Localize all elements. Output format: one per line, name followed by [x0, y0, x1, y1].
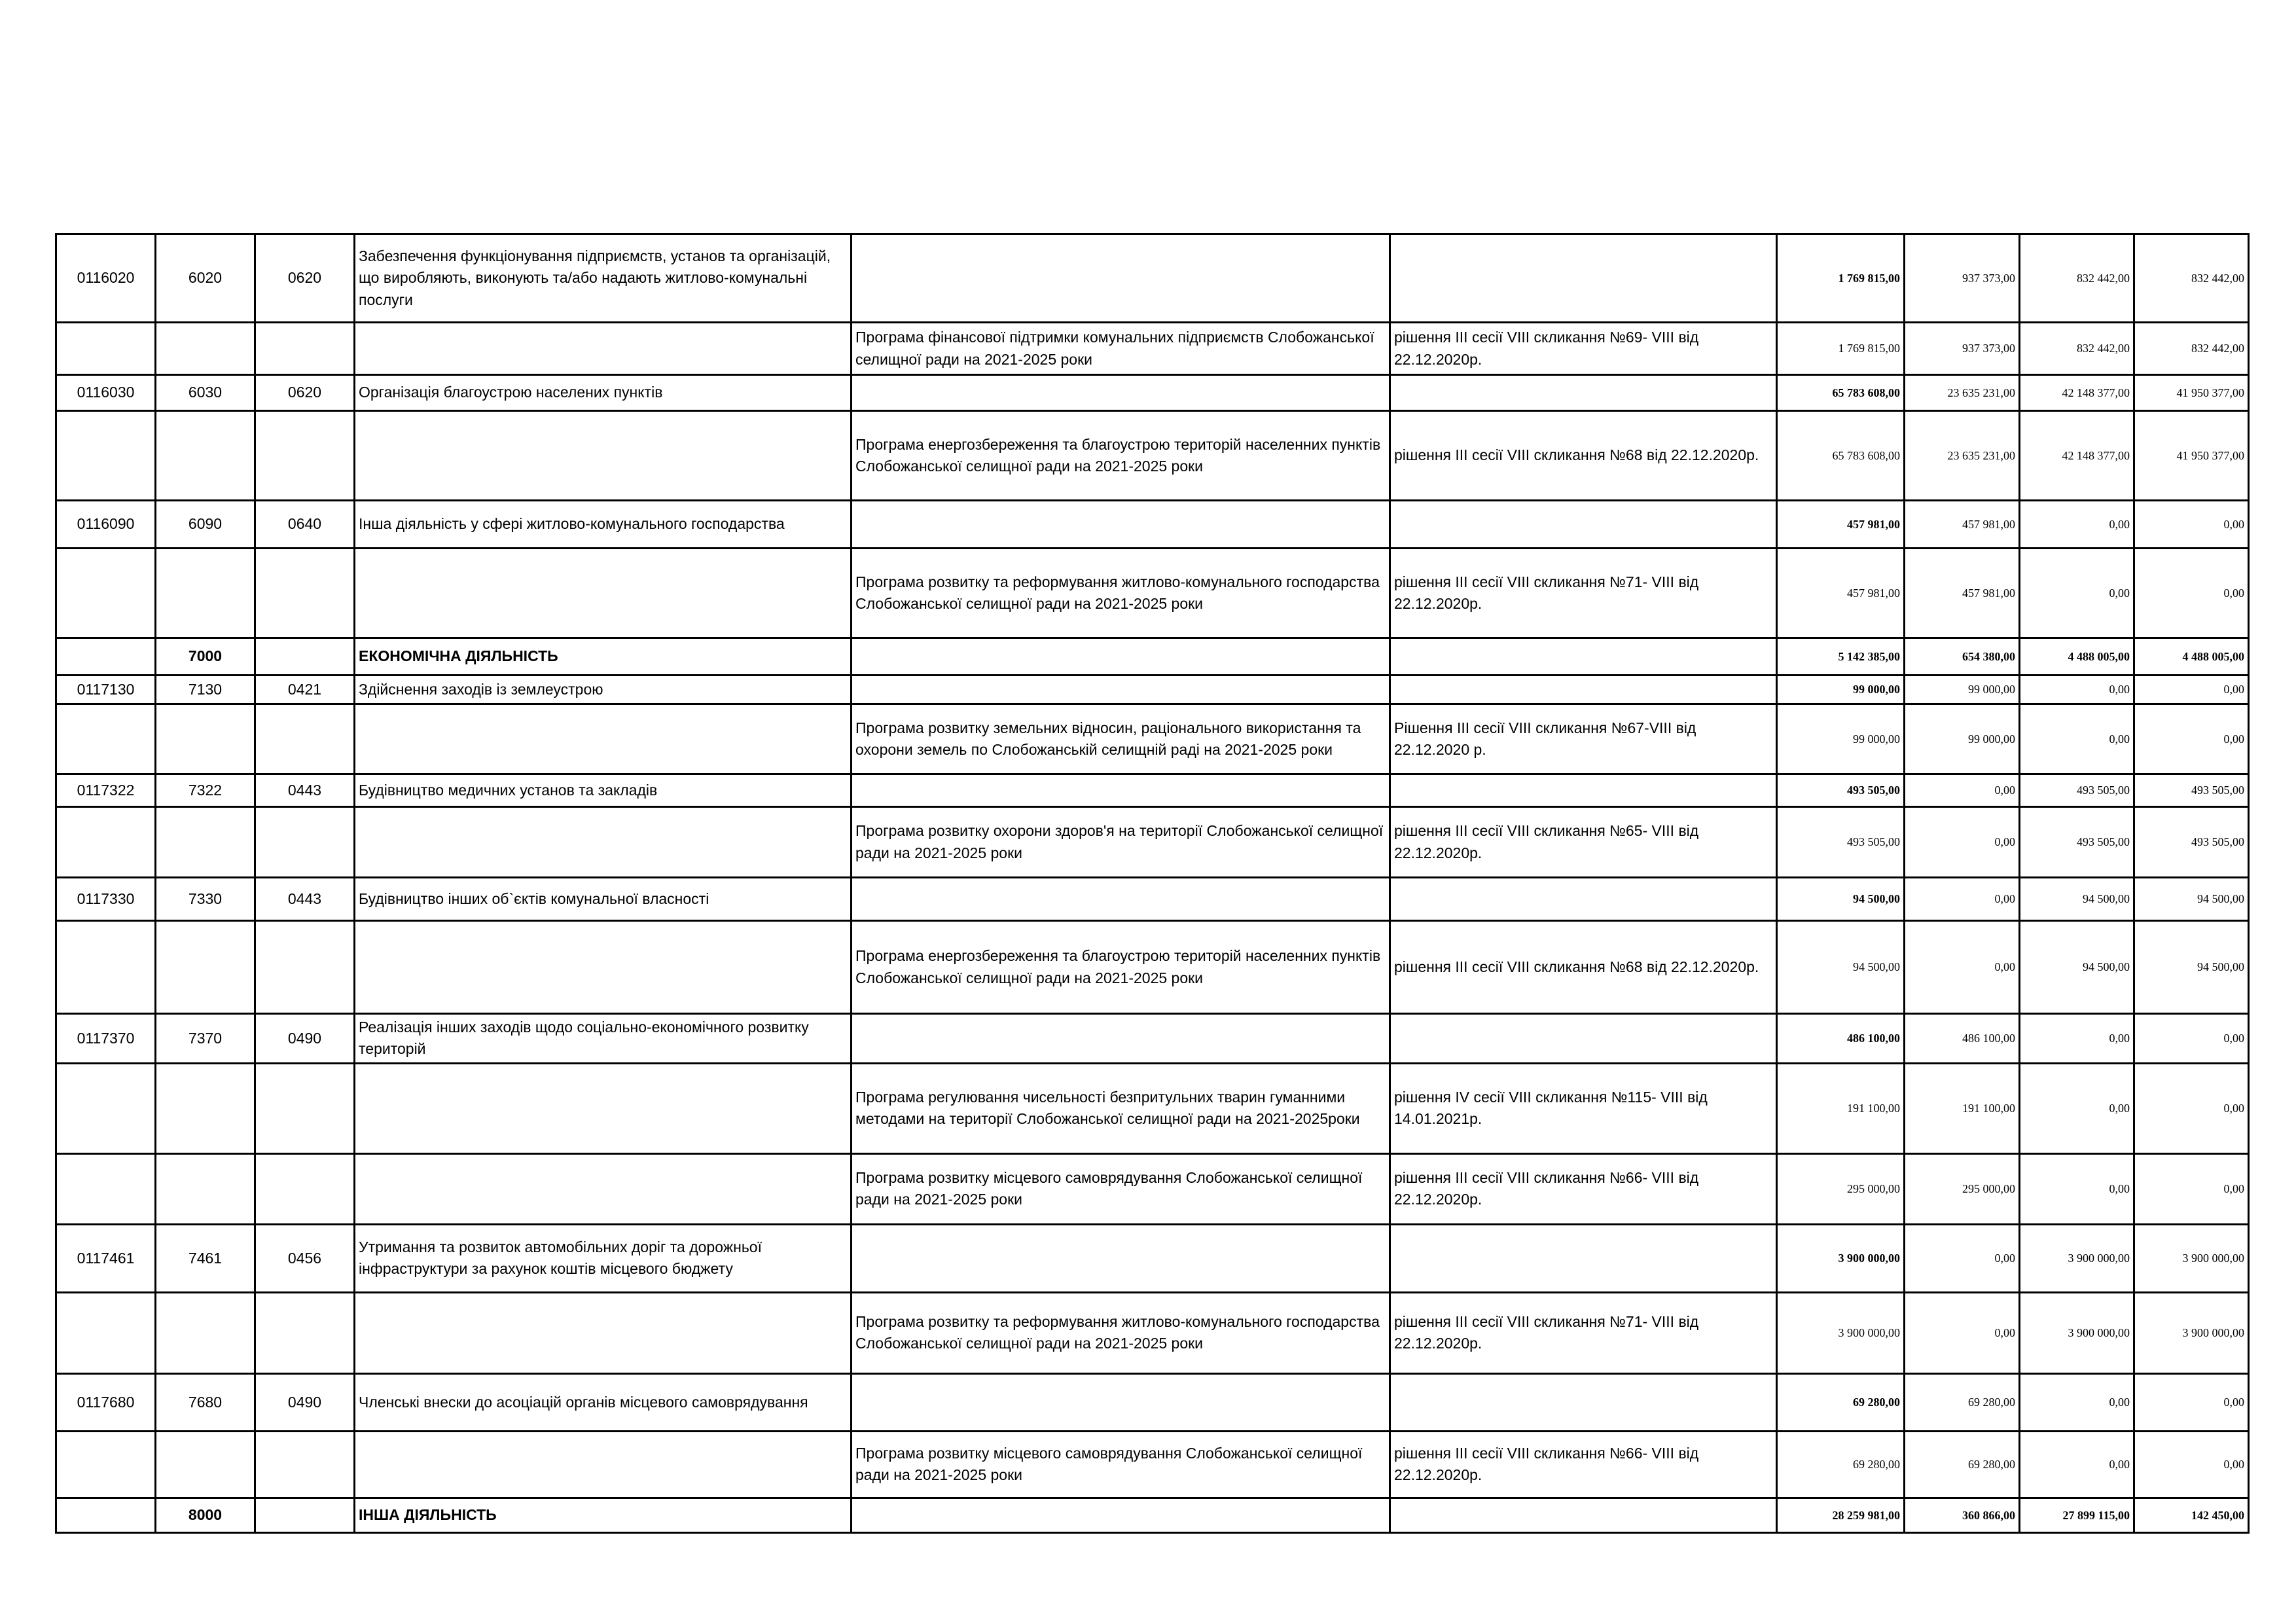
special-fund-cell: 27 899 115,00	[2020, 1498, 2134, 1532]
special-fund-cell: 832 442,00	[2020, 323, 2134, 375]
decision-cell: рішення III сесії VIII скликання №68 від 22.12.2020р.	[1390, 921, 1777, 1014]
general-fund-cell: 23 635 231,00	[1905, 375, 2020, 411]
fkvk-code-cell	[255, 549, 355, 638]
program-code-cell	[56, 1431, 156, 1498]
program-code-cell	[56, 1153, 156, 1224]
development-budget-cell: 832 442,00	[2134, 323, 2249, 375]
special-fund-cell: 0,00	[2020, 549, 2134, 638]
function-name-cell	[355, 704, 852, 774]
tpkvk-code-cell	[156, 807, 255, 878]
program-name-cell	[852, 1224, 1390, 1292]
function-name-cell: Членські внески до асоціацій органів місцевого самоврядування	[355, 1373, 852, 1431]
tpkvk-code-cell	[156, 921, 255, 1014]
development-budget-cell: 142 450,00	[2134, 1498, 2249, 1532]
fkvk-code-cell: 0456	[255, 1224, 355, 1292]
development-budget-cell: 0,00	[2134, 501, 2249, 549]
program-code-cell: 0116090	[56, 501, 156, 549]
decision-cell	[1390, 676, 1777, 704]
program-name-cell	[852, 1498, 1390, 1532]
program-name-cell	[852, 638, 1390, 676]
tpkvk-code-cell	[156, 323, 255, 375]
special-fund-cell: 94 500,00	[2020, 921, 2134, 1014]
program-row	[56, 549, 2249, 638]
special-fund-cell: 3 900 000,00	[2020, 1292, 2134, 1373]
fkvk-code-cell: 0620	[255, 375, 355, 411]
development-budget-cell: 3 900 000,00	[2134, 1292, 2249, 1373]
tpkvk-code-cell	[156, 1153, 255, 1224]
function-name-cell: Організація благоустрою населених пунктів	[355, 375, 852, 411]
decision-cell	[1390, 501, 1777, 549]
tpkvk-code-cell: 6030	[156, 375, 255, 411]
total-amount-cell: 94 500,00	[1777, 921, 1905, 1014]
program-row	[56, 323, 2249, 375]
special-fund-cell: 42 148 377,00	[2020, 411, 2134, 501]
decision-cell: рішення III сесії VIII скликання №68 від 22.12.2020р.	[1390, 411, 1777, 501]
special-fund-cell: 4 488 005,00	[2020, 638, 2134, 676]
general-fund-cell: 654 380,00	[1905, 638, 2020, 676]
decision-cell	[1390, 375, 1777, 411]
tpkvk-code-cell: 7130	[156, 676, 255, 704]
total-amount-cell: 486 100,00	[1777, 1014, 1905, 1064]
decision-cell	[1390, 774, 1777, 807]
general-fund-cell: 295 000,00	[1905, 1153, 2020, 1224]
decision-cell	[1390, 1224, 1777, 1292]
section-row	[56, 638, 2249, 676]
function-name-cell: Інша діяльність у сфері житлово-комунального господарства	[355, 501, 852, 549]
program-code-cell: 0117330	[56, 878, 156, 921]
decision-cell: рішення III сесії VIII скликання №65- VIII від 22.12.2020р.	[1390, 807, 1777, 878]
program-code-cell	[56, 807, 156, 878]
fkvk-code-cell: 0490	[255, 1373, 355, 1431]
program-name-cell	[852, 1014, 1390, 1064]
tpkvk-code-cell	[156, 704, 255, 774]
special-fund-cell: 3 900 000,00	[2020, 1224, 2134, 1292]
general-fund-cell: 0,00	[1905, 921, 2020, 1014]
total-amount-cell: 69 280,00	[1777, 1431, 1905, 1498]
program-name-cell: Програма регулювання чисельності безпритульних тварин гуманними методами на території Слобожанської селищної ради на 2021-2025роки	[852, 1063, 1390, 1153]
special-fund-cell: 0,00	[2020, 501, 2134, 549]
function-row	[56, 1014, 2249, 1064]
total-amount-cell: 69 280,00	[1777, 1373, 1905, 1431]
program-code-cell	[56, 1498, 156, 1532]
fkvk-code-cell	[255, 921, 355, 1014]
special-fund-cell: 0,00	[2020, 1153, 2134, 1224]
development-budget-cell: 0,00	[2134, 1153, 2249, 1224]
special-fund-cell: 0,00	[2020, 1014, 2134, 1064]
total-amount-cell: 191 100,00	[1777, 1063, 1905, 1153]
function-name-cell	[355, 411, 852, 501]
general-fund-cell: 0,00	[1905, 807, 2020, 878]
decision-cell: рішення III сесії VIII скликання №66- VIII від 22.12.2020р.	[1390, 1431, 1777, 1498]
tpkvk-code-cell	[156, 549, 255, 638]
total-amount-cell: 94 500,00	[1777, 878, 1905, 921]
total-amount-cell: 28 259 981,00	[1777, 1498, 1905, 1532]
program-code-cell: 0117680	[56, 1373, 156, 1431]
program-name-cell: Програма енергозбереження та благоустрою територій населенних пунктів Слобожанської селищної ради на 2021-2025 роки	[852, 921, 1390, 1014]
general-fund-cell: 457 981,00	[1905, 501, 2020, 549]
program-code-cell: 0117130	[56, 676, 156, 704]
development-budget-cell: 0,00	[2134, 704, 2249, 774]
function-row	[56, 234, 2249, 323]
program-code-cell: 0117461	[56, 1224, 156, 1292]
program-row	[56, 921, 2249, 1014]
fkvk-code-cell	[255, 1063, 355, 1153]
development-budget-cell: 493 505,00	[2134, 807, 2249, 878]
special-fund-cell: 0,00	[2020, 1373, 2134, 1431]
program-row	[56, 1063, 2249, 1153]
general-fund-cell: 23 635 231,00	[1905, 411, 2020, 501]
tpkvk-code-cell: 8000	[156, 1498, 255, 1532]
total-amount-cell: 3 900 000,00	[1777, 1292, 1905, 1373]
general-fund-cell: 99 000,00	[1905, 676, 2020, 704]
function-row	[56, 501, 2249, 549]
program-code-cell	[56, 1292, 156, 1373]
fkvk-code-cell	[255, 638, 355, 676]
section-row	[56, 1498, 2249, 1532]
function-name-cell	[355, 1063, 852, 1153]
function-name-cell: Будівництво інших об`єктів комунальної власності	[355, 878, 852, 921]
program-code-cell	[56, 1063, 156, 1153]
special-fund-cell: 0,00	[2020, 676, 2134, 704]
function-row	[56, 676, 2249, 704]
tpkvk-code-cell	[156, 1292, 255, 1373]
program-name-cell: Програма розвитку охорони здоров'я на території Слобожанської селищної ради на 2021-2025 роки	[852, 807, 1390, 878]
tpkvk-code-cell: 6090	[156, 501, 255, 549]
program-row	[56, 807, 2249, 878]
fkvk-code-cell	[255, 807, 355, 878]
program-name-cell	[852, 878, 1390, 921]
function-row	[56, 878, 2249, 921]
decision-cell: рішення III сесії VIII скликання №71- VIII від 22.12.2020р.	[1390, 1292, 1777, 1373]
total-amount-cell: 99 000,00	[1777, 704, 1905, 774]
total-amount-cell: 1 769 815,00	[1777, 323, 1905, 375]
general-fund-cell: 937 373,00	[1905, 323, 2020, 375]
program-name-cell: Програма енергозбереження та благоустрою територій населенних пунктів Слобожанської селищної ради на 2021-2025 роки	[852, 411, 1390, 501]
total-amount-cell: 3 900 000,00	[1777, 1224, 1905, 1292]
general-fund-cell: 360 866,00	[1905, 1498, 2020, 1532]
development-budget-cell: 493 505,00	[2134, 774, 2249, 807]
decision-cell	[1390, 638, 1777, 676]
development-budget-cell: 0,00	[2134, 549, 2249, 638]
program-name-cell	[852, 375, 1390, 411]
function-name-cell: ЕКОНОМІЧНА ДІЯЛЬНІСТЬ	[355, 638, 852, 676]
program-code-cell	[56, 704, 156, 774]
program-row	[56, 411, 2249, 501]
general-fund-cell: 69 280,00	[1905, 1373, 2020, 1431]
tpkvk-code-cell	[156, 1431, 255, 1498]
program-name-cell: Програма розвитку місцевого самоврядування Слобожанської селищної ради на 2021-2025 роки	[852, 1153, 1390, 1224]
decision-cell	[1390, 1373, 1777, 1431]
function-name-cell	[355, 1431, 852, 1498]
decision-cell: рішення III сесії VIII скликання №69- VIII від 22.12.2020р.	[1390, 323, 1777, 375]
fkvk-code-cell: 0443	[255, 774, 355, 807]
function-name-cell: Будівництво медичних установ та закладів	[355, 774, 852, 807]
general-fund-cell: 69 280,00	[1905, 1431, 2020, 1498]
special-fund-cell: 0,00	[2020, 1063, 2134, 1153]
tpkvk-code-cell: 7000	[156, 638, 255, 676]
general-fund-cell: 457 981,00	[1905, 549, 2020, 638]
development-budget-cell: 0,00	[2134, 1431, 2249, 1498]
program-code-cell	[56, 549, 156, 638]
fkvk-code-cell	[255, 1431, 355, 1498]
total-amount-cell: 65 783 608,00	[1777, 375, 1905, 411]
fkvk-code-cell: 0640	[255, 501, 355, 549]
function-row	[56, 375, 2249, 411]
total-amount-cell: 493 505,00	[1777, 774, 1905, 807]
development-budget-cell: 3 900 000,00	[2134, 1224, 2249, 1292]
special-fund-cell: 493 505,00	[2020, 774, 2134, 807]
development-budget-cell: 41 950 377,00	[2134, 375, 2249, 411]
special-fund-cell: 42 148 377,00	[2020, 375, 2134, 411]
fkvk-code-cell	[255, 704, 355, 774]
function-name-cell: ІНША ДІЯЛЬНІСТЬ	[355, 1498, 852, 1532]
function-name-cell	[355, 323, 852, 375]
general-fund-cell: 0,00	[1905, 878, 2020, 921]
function-name-cell: Утримання та розвиток автомобільних доріг та дорожньої інфраструктури за рахунок коштів місцевого бюджету	[355, 1224, 852, 1292]
development-budget-cell: 94 500,00	[2134, 878, 2249, 921]
decision-cell	[1390, 1498, 1777, 1532]
tpkvk-code-cell: 6020	[156, 234, 255, 323]
function-name-cell	[355, 1292, 852, 1373]
general-fund-cell: 486 100,00	[1905, 1014, 2020, 1064]
program-code-cell	[56, 323, 156, 375]
fkvk-code-cell	[255, 1498, 355, 1532]
function-name-cell	[355, 1153, 852, 1224]
fkvk-code-cell	[255, 1292, 355, 1373]
program-name-cell	[852, 501, 1390, 549]
tpkvk-code-cell: 7322	[156, 774, 255, 807]
function-name-cell: Забезпечення функціонування підприємств, установ та організацій, що виробляють, виконують та/або надають житлово-комунальні послуги	[355, 234, 852, 323]
general-fund-cell: 0,00	[1905, 1292, 2020, 1373]
tpkvk-code-cell: 7461	[156, 1224, 255, 1292]
program-code-cell: 0117370	[56, 1014, 156, 1064]
decision-cell: рішення IV сесії VIII скликання №115- VIII від 14.01.2021р.	[1390, 1063, 1777, 1153]
total-amount-cell: 65 783 608,00	[1777, 411, 1905, 501]
function-name-cell: Здійснення заходів із землеустрою	[355, 676, 852, 704]
program-name-cell: Програма фінансової підтримки комунальних підприємств Слобожанської селищної ради на 2021-2025 роки	[852, 323, 1390, 375]
program-name-cell	[852, 1373, 1390, 1431]
decision-cell: Рішення III сесії VIII скликання №67-VIII від 22.12.2020 р.	[1390, 704, 1777, 774]
tpkvk-code-cell: 7370	[156, 1014, 255, 1064]
program-name-cell	[852, 774, 1390, 807]
program-name-cell: Програма розвитку та реформування житлово-комунального господарства Слобожанської селищної ради на 2021-2025 роки	[852, 1292, 1390, 1373]
program-name-cell: Програма розвитку та реформування житлово-комунального господарства Слобожанської селищної ради на 2021-2025 роки	[852, 549, 1390, 638]
tpkvk-code-cell: 7330	[156, 878, 255, 921]
general-fund-cell: 937 373,00	[1905, 234, 2020, 323]
program-code-cell	[56, 921, 156, 1014]
budget-programs-table	[55, 233, 2250, 1534]
program-name-cell: Програма розвитку місцевого самоврядування Слобожанської селищної ради на 2021-2025 роки	[852, 1431, 1390, 1498]
fkvk-code-cell	[255, 1153, 355, 1224]
decision-cell: рішення III сесії VIII скликання №66- VIII від 22.12.2020р.	[1390, 1153, 1777, 1224]
fkvk-code-cell: 0620	[255, 234, 355, 323]
decision-cell	[1390, 1014, 1777, 1064]
tpkvk-code-cell: 7680	[156, 1373, 255, 1431]
development-budget-cell: 0,00	[2134, 1063, 2249, 1153]
total-amount-cell: 457 981,00	[1777, 501, 1905, 549]
fkvk-code-cell: 0490	[255, 1014, 355, 1064]
decision-cell: рішення III сесії VIII скликання №71- VIII від 22.12.2020р.	[1390, 549, 1777, 638]
function-name-cell	[355, 921, 852, 1014]
fkvk-code-cell	[255, 411, 355, 501]
program-code-cell: 0116030	[56, 375, 156, 411]
function-row	[56, 1224, 2249, 1292]
tpkvk-code-cell	[156, 411, 255, 501]
total-amount-cell: 1 769 815,00	[1777, 234, 1905, 323]
fkvk-code-cell: 0443	[255, 878, 355, 921]
program-code-cell	[56, 638, 156, 676]
general-fund-cell: 0,00	[1905, 1224, 2020, 1292]
fkvk-code-cell	[255, 323, 355, 375]
total-amount-cell: 295 000,00	[1777, 1153, 1905, 1224]
general-fund-cell: 191 100,00	[1905, 1063, 2020, 1153]
total-amount-cell: 5 142 385,00	[1777, 638, 1905, 676]
program-row	[56, 1292, 2249, 1373]
total-amount-cell: 457 981,00	[1777, 549, 1905, 638]
program-code-cell: 0116020	[56, 234, 156, 323]
function-row	[56, 1373, 2249, 1431]
development-budget-cell: 0,00	[2134, 1373, 2249, 1431]
special-fund-cell: 0,00	[2020, 1431, 2134, 1498]
tpkvk-code-cell	[156, 1063, 255, 1153]
development-budget-cell: 0,00	[2134, 676, 2249, 704]
program-name-cell	[852, 234, 1390, 323]
special-fund-cell: 493 505,00	[2020, 807, 2134, 878]
decision-cell	[1390, 234, 1777, 323]
function-name-cell: Реалізація інших заходів щодо соціально-економічного розвитку територій	[355, 1014, 852, 1064]
program-code-cell: 0117322	[56, 774, 156, 807]
special-fund-cell: 94 500,00	[2020, 878, 2134, 921]
fkvk-code-cell: 0421	[255, 676, 355, 704]
development-budget-cell: 832 442,00	[2134, 234, 2249, 323]
development-budget-cell: 41 950 377,00	[2134, 411, 2249, 501]
special-fund-cell: 0,00	[2020, 704, 2134, 774]
program-code-cell	[56, 411, 156, 501]
function-name-cell	[355, 807, 852, 878]
program-row	[56, 704, 2249, 774]
decision-cell	[1390, 878, 1777, 921]
development-budget-cell: 4 488 005,00	[2134, 638, 2249, 676]
program-row	[56, 1153, 2249, 1224]
total-amount-cell: 493 505,00	[1777, 807, 1905, 878]
program-name-cell	[852, 676, 1390, 704]
development-budget-cell: 0,00	[2134, 1014, 2249, 1064]
program-row	[56, 1431, 2249, 1498]
development-budget-cell: 94 500,00	[2134, 921, 2249, 1014]
general-fund-cell: 99 000,00	[1905, 704, 2020, 774]
function-row	[56, 774, 2249, 807]
general-fund-cell: 0,00	[1905, 774, 2020, 807]
program-name-cell: Програма розвитку земельних відносин, раціонального використання та охорони земель по Слобожанській селищній раді на 2021-2025 роки	[852, 704, 1390, 774]
special-fund-cell: 832 442,00	[2020, 234, 2134, 323]
total-amount-cell: 99 000,00	[1777, 676, 1905, 704]
function-name-cell	[355, 549, 852, 638]
